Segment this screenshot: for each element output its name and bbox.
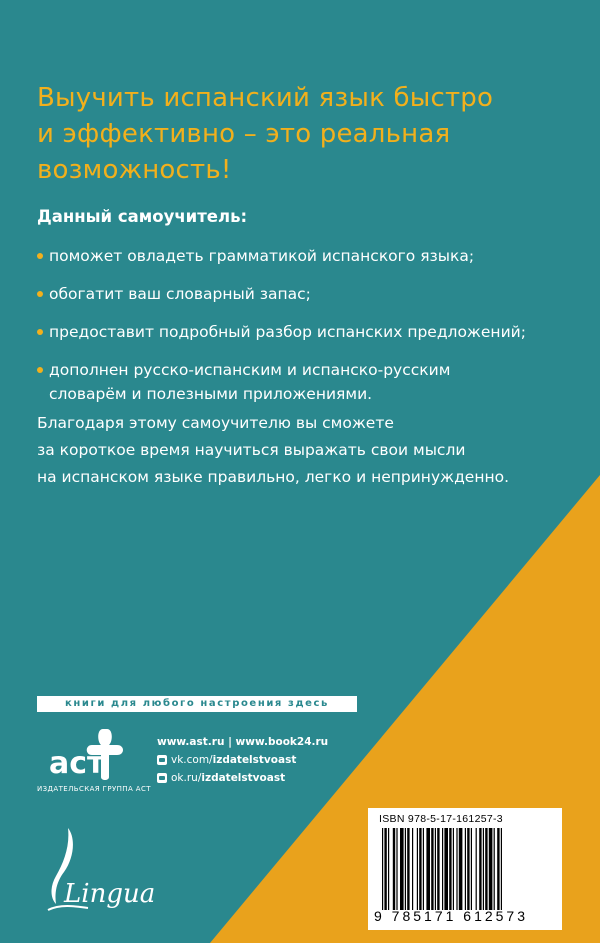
closing-line: за короткое время научиться выражать свои мысли <box>37 441 466 459</box>
ok-icon <box>157 773 167 783</box>
ean-digits: 9 785171 612573 <box>374 908 528 924</box>
isbn-text: ISBN 978-5-17-161257-3 <box>379 813 503 825</box>
publisher-links <box>157 733 328 787</box>
bullet-dot-icon <box>37 367 43 373</box>
slogan-bar: книги для любого настроения здесь <box>37 696 357 712</box>
intro-heading: Данный самоучитель: <box>37 207 248 226</box>
list-item <box>37 358 577 406</box>
list-item-text: словарём и полезными приложениями. <box>49 385 373 403</box>
closing-line: на испанском языке правильно, легко и непринужденно. <box>37 468 510 486</box>
ok-link[interactable] <box>157 769 328 787</box>
ast-logo <box>45 727 135 782</box>
website-links[interactable] <box>157 733 328 751</box>
headline <box>37 80 577 188</box>
bullet-dot-icon <box>37 291 43 297</box>
headline-line: возможность! <box>37 155 232 185</box>
vk-icon <box>157 755 167 765</box>
list-item-text: обогатит ваш словарный запас; <box>49 285 311 303</box>
ast-logo-text: аст <box>49 746 105 781</box>
list-item-text: предоставит подробный разбор испанских предложений; <box>49 323 526 341</box>
bullet-dot-icon <box>37 329 43 335</box>
list-item <box>37 282 577 306</box>
vk-handle[interactable]: izdatelstvoast <box>212 754 297 766</box>
list-item <box>37 320 577 344</box>
lingua-logo <box>34 820 164 920</box>
bullet-dot-icon <box>37 253 43 259</box>
closing-line: Благодаря этому самоучителю вы сможете <box>37 414 394 432</box>
list-item-text: дополнен русско-испанским и испанско-русским <box>49 361 451 379</box>
website-links-text[interactable]: www.ast.ru | www.book24.ru <box>157 736 329 748</box>
ok-handle[interactable]: izdatelstvoast <box>201 772 286 784</box>
closing-paragraph <box>37 410 509 491</box>
barcode-block <box>368 808 562 930</box>
publisher-name: ИЗДАТЕЛЬСКАЯ ГРУППА АСТ <box>37 785 151 793</box>
feature-list <box>37 244 577 420</box>
list-item-text: поможет овладеть грамматикой испанского языка; <box>49 247 475 265</box>
ok-prefix[interactable]: ok.ru/ <box>171 772 202 784</box>
barcode-image <box>380 828 552 910</box>
lingua-logo-text: Lingua <box>64 879 156 909</box>
vk-link[interactable] <box>157 751 328 769</box>
vk-prefix[interactable]: vk.com/ <box>171 754 213 766</box>
list-item <box>37 244 577 268</box>
headline-line: и эффективно – это реальная <box>37 119 451 149</box>
headline-line: Выучить испанский язык быстро <box>37 83 494 113</box>
